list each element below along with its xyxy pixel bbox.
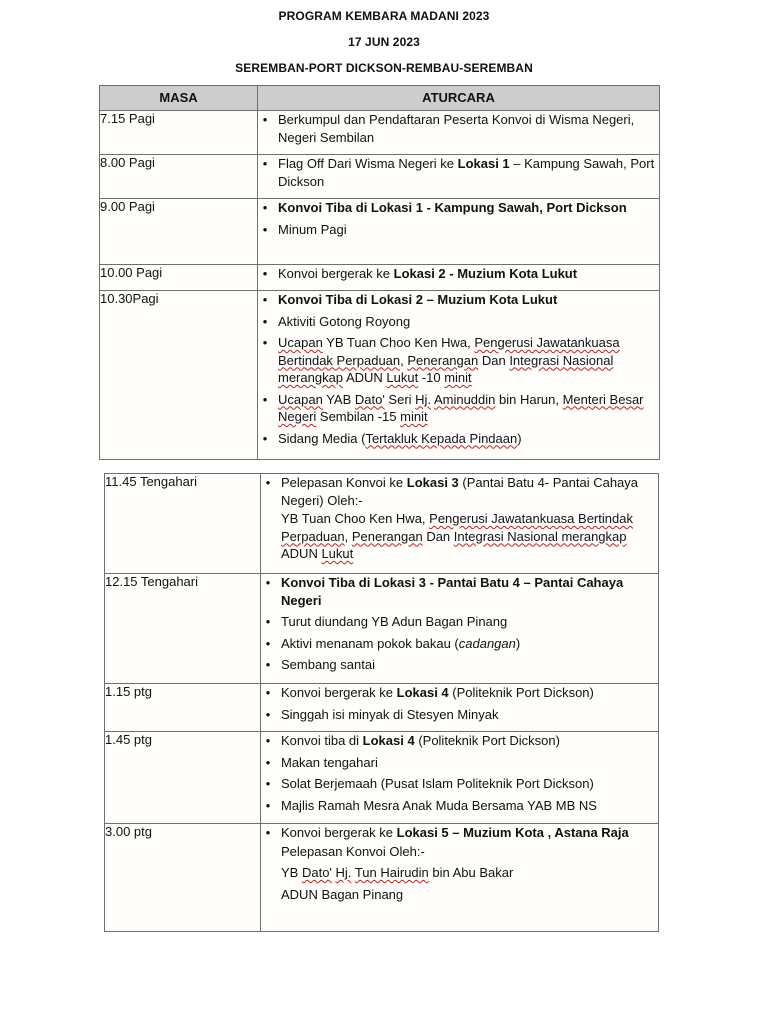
item-text: Konvoi Tiba di Lokasi 3 - Pantai Batu 4 – Pantai Cahaya Negeri xyxy=(281,575,624,608)
item-text: Sidang Media ( xyxy=(278,430,366,446)
item-text: Konvoi bergerak ke xyxy=(281,825,397,840)
item-text: ADUN xyxy=(281,546,322,561)
activity-cell xyxy=(261,574,659,684)
item-text: Tertakluk Kepada Pindaan xyxy=(365,430,518,446)
list-item xyxy=(261,574,658,609)
item-text: YB Tuan Choo Ken Hwa, xyxy=(281,511,430,526)
item-text: Lukut xyxy=(386,370,419,385)
item-text: Hj. xyxy=(415,391,432,407)
list-item xyxy=(261,613,658,631)
item-text: bin Abu Bakar xyxy=(428,865,514,880)
item-text: ) xyxy=(517,430,522,446)
item-text: (Politeknik Port Dickson) xyxy=(448,685,594,700)
bullet-icon: • xyxy=(262,391,268,407)
item-text: Solat Berjemaah (Pusat Islam Politeknik Port Dickson) xyxy=(281,776,594,791)
location-label: Lokasi 1 xyxy=(457,156,510,171)
item-text: Penerangan xyxy=(351,528,423,544)
time-cell: 9.00 Pagi xyxy=(100,199,258,265)
activity-cell xyxy=(258,111,660,155)
activity-cell xyxy=(258,265,660,291)
item-text: minit xyxy=(400,409,428,424)
paragraph: Pelepasan Konvoi Oleh:- xyxy=(281,843,425,859)
item-text: Sembang santai xyxy=(281,657,375,672)
list-item xyxy=(261,797,658,815)
activity-cell xyxy=(261,684,659,732)
list-item xyxy=(261,656,658,674)
list-item xyxy=(258,111,659,146)
list-item xyxy=(258,199,659,217)
activity-cell xyxy=(261,474,659,574)
bullet-icon: • xyxy=(265,575,271,590)
time-cell: 11.45 Tengahari xyxy=(105,474,261,574)
item-text: YB xyxy=(281,865,302,880)
bullet-icon: • xyxy=(265,754,271,770)
item-text: (Politeknik Port Dickson) xyxy=(414,733,560,748)
bullet-icon: • xyxy=(262,292,268,307)
item-text: Majlis Ramah Mesra Anak Muda Bersama YAB MB NS xyxy=(281,797,597,813)
activity-cell xyxy=(258,199,660,265)
bullet-icon: • xyxy=(265,733,271,748)
list-item xyxy=(261,824,658,842)
bullet-icon: • xyxy=(262,430,268,446)
location-label: Lokasi 4 xyxy=(362,733,415,748)
table-row xyxy=(100,199,660,265)
item-text: Integrasi Nasional merangkap xyxy=(453,528,627,544)
bullet-icon: • xyxy=(265,475,271,490)
bullet-icon: • xyxy=(262,156,268,171)
list-item xyxy=(261,775,658,793)
time-cell: 1.15 ptg xyxy=(105,684,261,732)
item-text: Seri xyxy=(384,391,416,407)
table-row xyxy=(100,111,660,155)
item-text: minit xyxy=(444,370,472,385)
item-text: ADUN xyxy=(343,370,387,385)
item-text: Berkumpul dan Pendaftaran Peserta Konvoi di Wisma Negeri, Negeri Sembilan xyxy=(278,112,635,145)
bullet-icon: • xyxy=(265,635,271,651)
table-row xyxy=(100,291,660,460)
item-text: Konvoi Tiba di Lokasi 2 – Muzium Kota Lukut xyxy=(278,292,558,307)
item-text: Lukut xyxy=(321,546,354,561)
item-text: Pengerusi Jawatankuasa Bertindak Perpaduan xyxy=(278,335,620,368)
bullet-icon: • xyxy=(265,706,271,722)
item-text: Konvoi tiba di xyxy=(281,733,363,748)
activity-cell xyxy=(258,155,660,199)
bullet-icon: • xyxy=(265,797,271,813)
table-row xyxy=(105,732,659,824)
bullet-icon: • xyxy=(265,685,271,700)
item-text: YAB xyxy=(322,391,355,407)
time-cell: 10.00 Pagi xyxy=(100,265,258,291)
table-row xyxy=(100,265,660,291)
item-text: Konvoi bergerak ke xyxy=(278,266,394,281)
item-text: Konvoi bergerak ke xyxy=(281,685,397,700)
bullet-icon: • xyxy=(262,221,268,237)
paragraph xyxy=(261,864,658,882)
list-item xyxy=(261,732,658,750)
item-text: Menteri Besar Negeri xyxy=(278,391,644,424)
time-cell: 3.00 ptg xyxy=(105,824,261,932)
bullet-icon: • xyxy=(262,266,268,281)
bullet-icon: • xyxy=(262,112,268,127)
item-text: Pengerusi Jawatankuasa Bertindak Perpaduan xyxy=(281,511,633,544)
column-header-masa: MASA xyxy=(100,86,258,111)
item-text: , xyxy=(344,528,352,544)
document-title: PROGRAM KEMBARA MADANI 2023 xyxy=(278,9,490,23)
column-header-aturcara: ATURCARA xyxy=(258,86,660,111)
bullet-icon: • xyxy=(265,825,271,840)
bullet-icon: • xyxy=(262,200,268,215)
location-label: Lokasi 2 - Muzium Kota Lukut xyxy=(393,266,578,281)
location-label: Lokasi 4 xyxy=(396,685,449,700)
list-item xyxy=(258,291,659,309)
item-text: Aminuddin xyxy=(433,391,496,407)
item-text: Dan xyxy=(422,528,454,544)
item-text: cadangan xyxy=(458,635,516,651)
activity-cell xyxy=(261,824,659,932)
schedule-table-part-1 xyxy=(99,85,660,460)
list-item xyxy=(261,706,658,724)
item-text: – Kampung Sawah, Port Dickson xyxy=(278,156,655,189)
list-item xyxy=(261,474,658,509)
list-item xyxy=(261,684,658,702)
paragraph xyxy=(261,510,658,563)
list-item xyxy=(258,155,659,190)
list-item xyxy=(258,265,659,283)
item-text: Makan tengahari xyxy=(281,754,378,770)
item-text: bin Harun, xyxy=(495,391,563,407)
item-text: Dato' xyxy=(301,865,332,880)
item-text: Turut diundang YB Adun Bagan Pinang xyxy=(281,614,508,629)
table-row xyxy=(105,824,659,932)
activity-cell xyxy=(258,291,660,460)
list-item xyxy=(258,313,659,331)
location-label: Lokasi 5 – Muzium Kota , Astana Raja xyxy=(396,825,629,840)
item-text: Dato' xyxy=(354,391,385,407)
table-row xyxy=(105,684,659,732)
list-item xyxy=(258,334,659,387)
item-text: Flag Off Dari Wisma Negeri ke xyxy=(278,156,458,171)
item-text: Minum Pagi xyxy=(278,221,347,237)
item-text: YB Tuan Choo Ken Hwa, xyxy=(322,335,475,350)
item-text: Dan xyxy=(478,352,510,368)
bullet-icon: • xyxy=(262,313,268,329)
list-item xyxy=(258,221,659,239)
item-text: -10 xyxy=(418,370,445,385)
item-text: Tun Hairudin xyxy=(354,865,429,880)
item-text: ) xyxy=(515,635,521,651)
list-item xyxy=(258,430,659,448)
document-route: SEREMBAN-PORT DICKSON-REMBAU-SEREMBAN xyxy=(235,61,533,75)
table-row xyxy=(100,155,660,199)
bullet-icon: • xyxy=(265,614,271,629)
item-text: Ucapan xyxy=(278,335,323,350)
item-text: Integrasi Nasional merangkap xyxy=(278,352,614,385)
time-cell: 12.15 Tengahari xyxy=(105,574,261,684)
document-date: 17 JUN 2023 xyxy=(348,35,420,49)
item-text: Hj. xyxy=(335,865,352,880)
item-text: Sembilan -15 xyxy=(316,409,401,424)
activity-cell xyxy=(261,732,659,824)
paragraph: ADUN Bagan Pinang xyxy=(281,886,404,902)
item-text: Pelepasan Konvoi ke xyxy=(281,475,407,490)
bullet-icon: • xyxy=(265,776,271,791)
item-text: Konvoi Tiba di Lokasi 1 - Kampung Sawah, Port Dickson xyxy=(278,200,627,215)
list-item xyxy=(261,754,658,772)
list-item xyxy=(258,391,659,426)
item-text: Penerangan xyxy=(407,352,479,368)
bullet-icon: • xyxy=(265,657,271,672)
time-cell: 1.45 ptg xyxy=(105,732,261,824)
table-row xyxy=(105,474,659,574)
table-row xyxy=(105,574,659,684)
item-text: Ucapan xyxy=(278,391,323,407)
location-label: Lokasi 3 xyxy=(406,475,459,490)
schedule-table-part-2 xyxy=(104,473,659,932)
item-text: Aktivi menanam pokok bakau ( xyxy=(281,635,459,651)
item-text: (Pantai Batu 4- Pantai Cahaya Negeri) Oleh:- xyxy=(281,475,639,508)
list-item xyxy=(261,635,658,653)
item-text: Aktiviti Gotong Royong xyxy=(278,313,411,329)
item-text: Singgah isi minyak di Stesyen Minyak xyxy=(281,706,499,722)
time-cell: 10.30Pagi xyxy=(100,291,258,460)
time-cell: 7.15 Pagi xyxy=(100,111,258,155)
bullet-icon: • xyxy=(262,335,268,350)
item-text: , xyxy=(400,352,408,368)
table-header-row xyxy=(100,86,660,111)
time-cell: 8.00 Pagi xyxy=(100,155,258,199)
